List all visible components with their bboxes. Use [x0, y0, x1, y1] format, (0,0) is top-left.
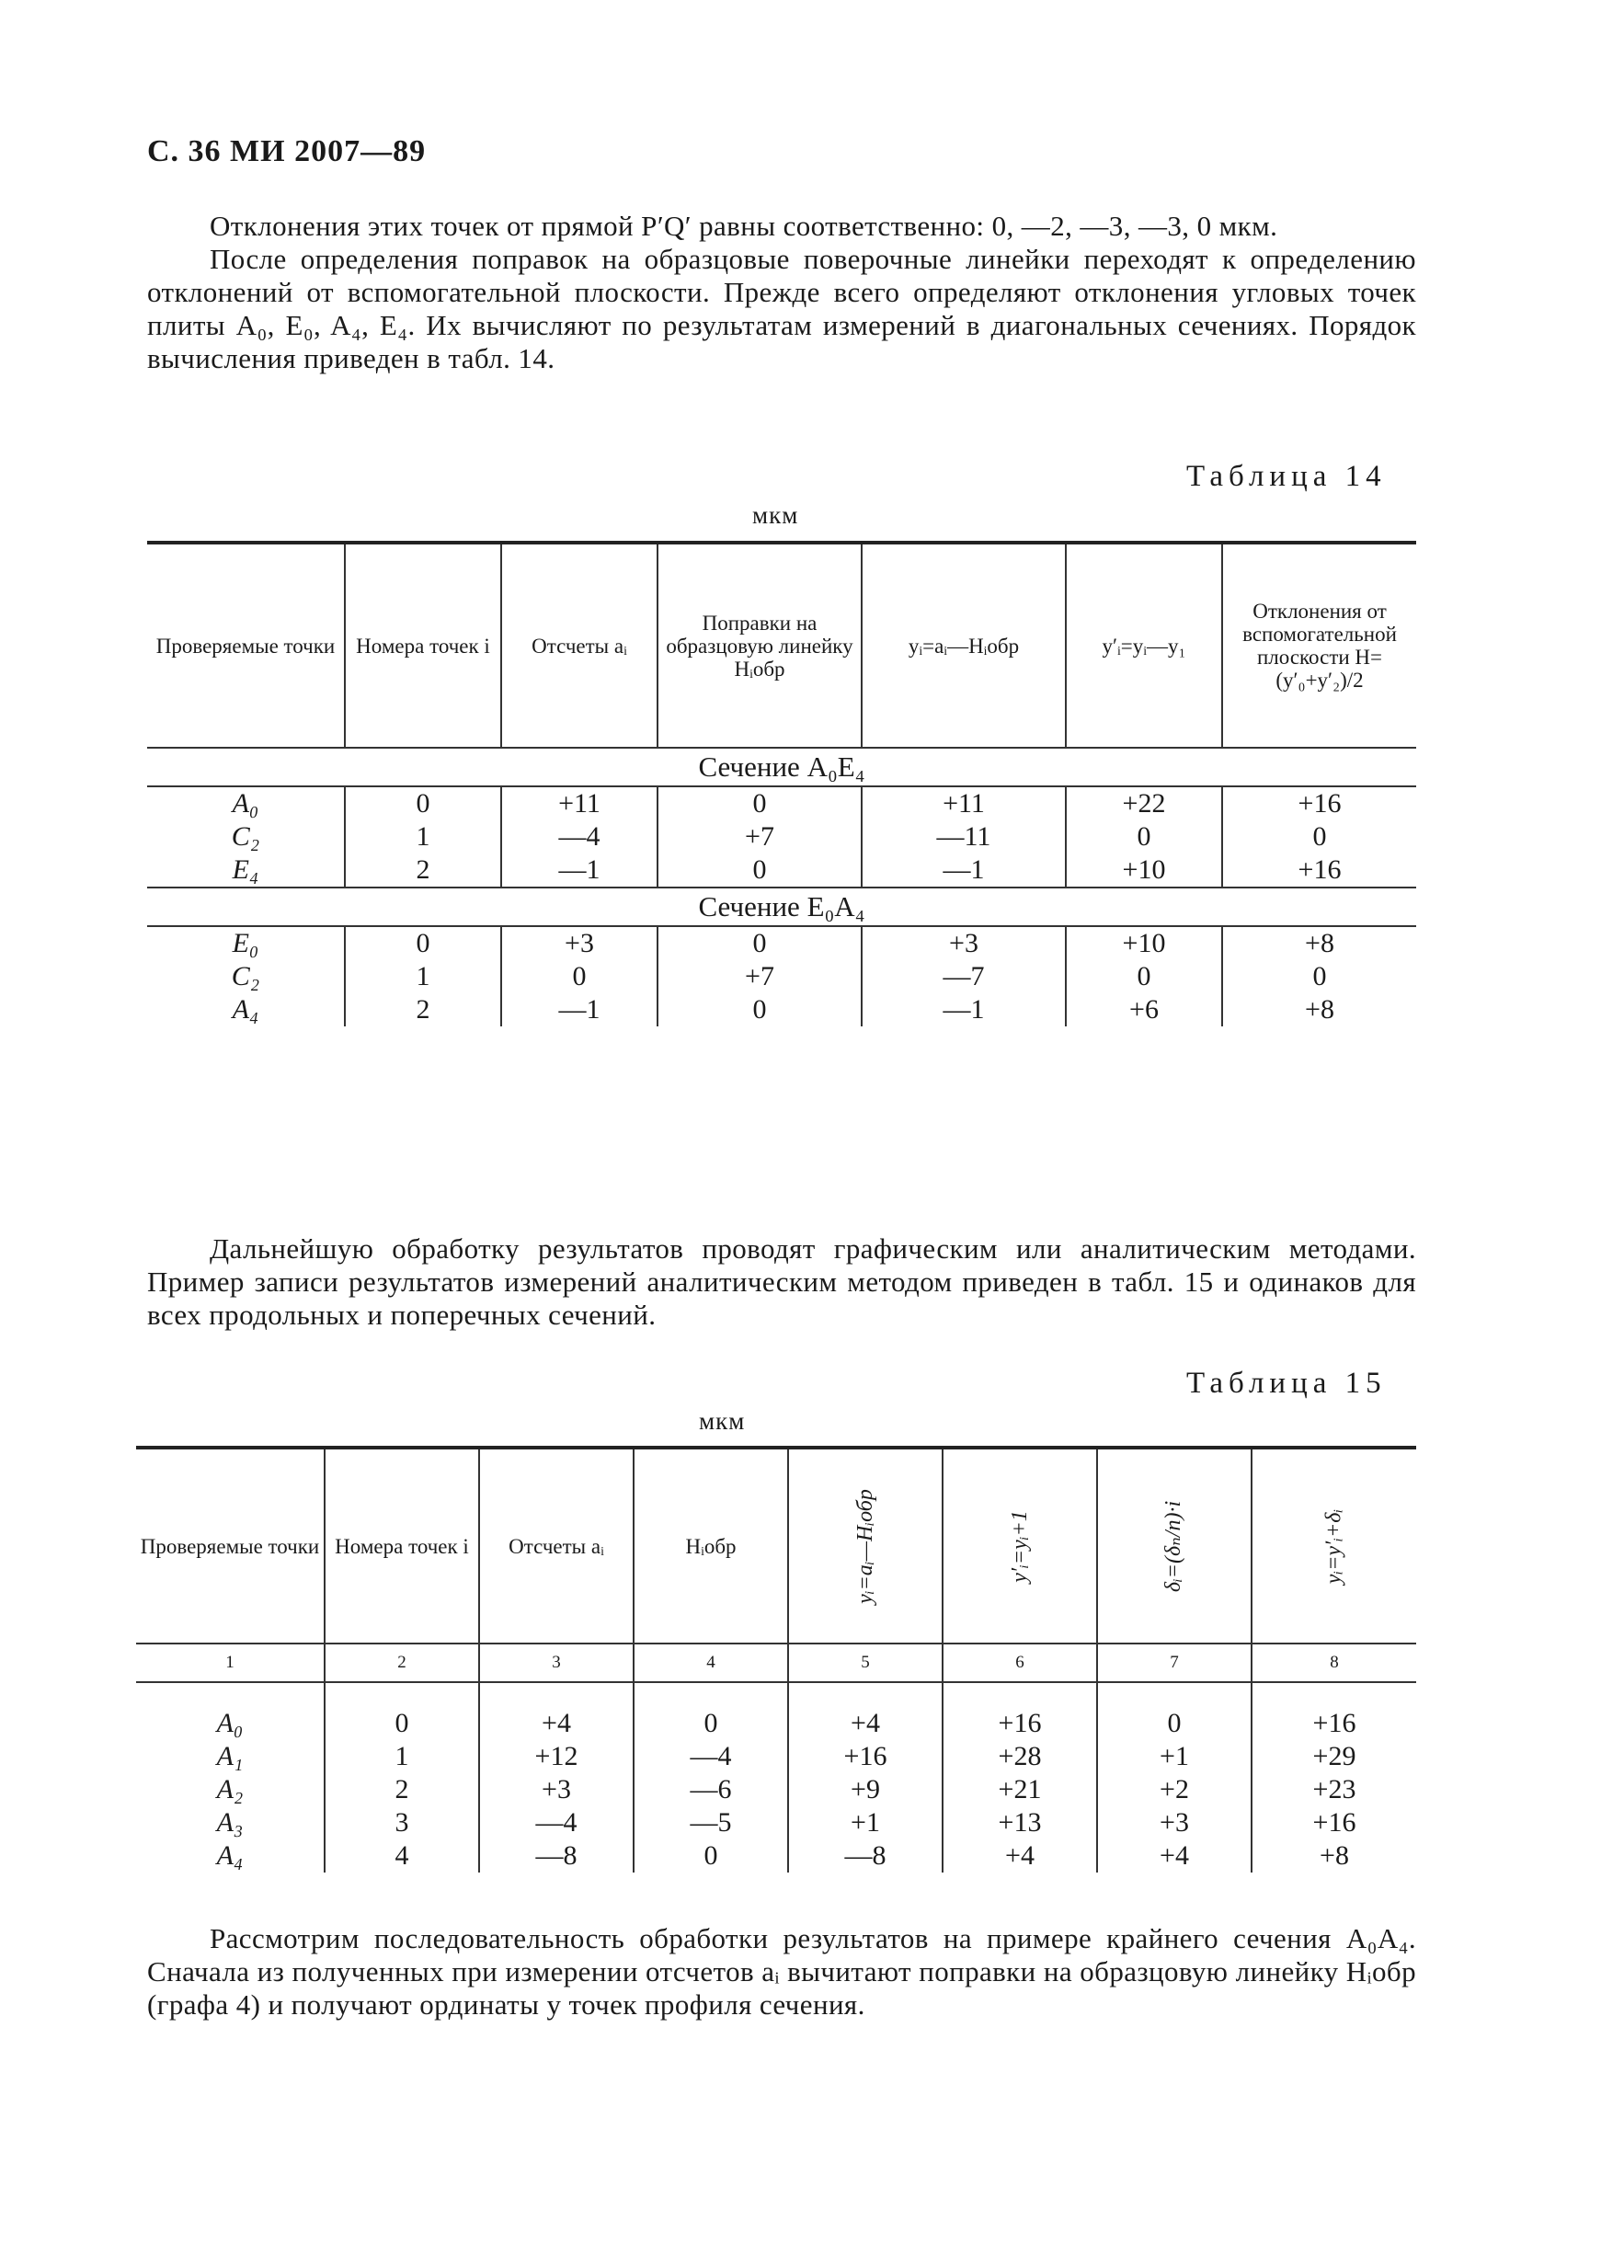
t14-s1-readings: +11 —4 —1 — [501, 786, 658, 888]
t14-section-2-data — [147, 926, 1416, 1026]
t15-colnum-8: 8 — [1252, 1644, 1416, 1682]
t15-colnum-6: 6 — [943, 1644, 1097, 1682]
intro-paragraph-1: Отклонения этих точек от прямой P′Q′ равны соответственно: 0, —2, —3, —3, 0 мкм. — [210, 210, 1278, 242]
t14-section-1-title: Сечение A₀E₄ — [147, 748, 1416, 786]
t15-head-correction: Hᵢобр — [634, 1448, 788, 1644]
t15-colnum-5: 5 — [788, 1644, 943, 1682]
t15-colnum-3: 3 — [479, 1644, 634, 1682]
t14-head-points: Проверяемые точки — [147, 543, 345, 748]
t14-head-correction: Поправки на образцовую линейку Hᵢобр — [658, 543, 862, 748]
t14-s2-readings: +3 0 —1 — [501, 926, 658, 1026]
t14-head-index: Номера точек i — [345, 543, 501, 748]
t15-yfinal: +16 +29 +23 +16 +8 — [1252, 1682, 1416, 1873]
t15-head-y: yᵢ=aᵢ—Hᵢобр — [788, 1448, 943, 1644]
t15-points: A₀ A₁ A₂ A₃ A₄ — [136, 1682, 325, 1873]
middle-text — [147, 1232, 1416, 1332]
t15-data — [136, 1682, 1416, 1873]
table-14 — [147, 541, 1416, 1026]
t15-head-points: Проверяемые точки — [136, 1448, 325, 1644]
t14-section-2-title: Сечение E₀A₄ — [147, 888, 1416, 926]
t14-s2-index: 0 1 2 — [345, 926, 501, 1026]
t15-colnum-row — [136, 1644, 1416, 1682]
table-14-unit: мкм — [752, 501, 799, 529]
t14-s1-y: +11 —11 —1 — [862, 786, 1066, 888]
t14-section-2-row — [147, 888, 1416, 926]
t14-head-y: yᵢ=aᵢ—Hᵢобр — [862, 543, 1066, 748]
t14-s1-deviation: +16 0 +16 — [1222, 786, 1416, 888]
t14-s2-deviation: +8 0 +8 — [1222, 926, 1416, 1026]
t14-section-1-data — [147, 786, 1416, 888]
t15-readings: +4 +12 +3 —4 —8 — [479, 1682, 634, 1873]
t15-colnum-2: 2 — [325, 1644, 479, 1682]
t14-s1-points: A₀ C₂ E₄ — [147, 786, 345, 888]
t14-head-readings: Отсчеты aᵢ — [501, 543, 658, 748]
t14-s2-correction: 0 +7 0 — [658, 926, 862, 1026]
middle-paragraph: Дальнейшую обработку результатов проводят графическим или аналитическим методами. Пример записи результатов измерений аналитическим методом приведен в табл. 15 и одинаков для всех продольных и поперечных сечений. — [147, 1232, 1416, 1331]
table-15-unit: мкм — [699, 1407, 746, 1435]
t14-s1-correction: 0 +7 0 — [658, 786, 862, 888]
t14-s1-index: 0 1 2 — [345, 786, 501, 888]
t15-colnum-4: 4 — [634, 1644, 788, 1682]
t14-section-1-row — [147, 748, 1416, 786]
intro-paragraph-2: После определения поправок на образцовые поверочные линейки переходят к определению отклонений от вспомогательной плоскости. Прежде всего определяют отклонения угловых точек плиты A₀, E₀, A₄, E₄. Их вычисляют по результатам измерений в диагональных сечениях. Порядок вычисления приведен в табл. 14. — [147, 243, 1416, 374]
table-14-caption: Таблица 14 — [1186, 460, 1387, 493]
t15-y1: +16 +28 +21 +13 +4 — [943, 1682, 1097, 1873]
t14-s2-y: +3 —7 —1 — [862, 926, 1066, 1026]
table-15-header-row — [136, 1448, 1416, 1644]
t15-colnum-1: 1 — [136, 1644, 325, 1682]
t15-delta: 0 +1 +2 +3 +4 — [1097, 1682, 1252, 1873]
t15-head-delta: δᵢ=(δₙ/n)·i — [1097, 1448, 1252, 1644]
t15-y: +4 +16 +9 +1 —8 — [788, 1682, 943, 1873]
final-text — [147, 1922, 1416, 2022]
t15-correction: 0 —4 —6 —5 0 — [634, 1682, 788, 1873]
page-header: С. 36 МИ 2007—89 — [147, 134, 427, 168]
table-15-caption: Таблица 15 — [1186, 1367, 1387, 1400]
t15-colnum-7: 7 — [1097, 1644, 1252, 1682]
t14-s2-y1: +10 0 +6 — [1066, 926, 1222, 1026]
t14-head-y1: y′ᵢ=yᵢ—y₁ — [1066, 543, 1222, 748]
t14-s2-points: E₀ C₂ A₄ — [147, 926, 345, 1026]
final-paragraph: Рассмотрим последовательность обработки результатов на примере крайнего сечения A₀A₄. Сначала из полученных при измерении отсчетов aᵢ вычитают поправки на образцовую линейку Hᵢобр (графа 4) и получают ординаты y точек профиля сечения. — [147, 1922, 1416, 2021]
t15-head-index: Номера точек i — [325, 1448, 479, 1644]
t14-head-deviation: Отклонения от вспомогательной плоскости H=(y′₀+y′₂)/2 — [1222, 543, 1416, 748]
table-15 — [136, 1446, 1416, 1873]
t15-head-yfinal: yᵢ=y′ᵢ+δᵢ — [1252, 1448, 1416, 1644]
t15-head-y1: y′ᵢ=yᵢ+1 — [943, 1448, 1097, 1644]
intro-text — [147, 210, 1416, 375]
t14-s1-y1: +22 0 +10 — [1066, 786, 1222, 888]
t15-head-readings: Отсчеты aᵢ — [479, 1448, 634, 1644]
t15-index: 0 1 2 3 4 — [325, 1682, 479, 1873]
table-14-header-row — [147, 543, 1416, 748]
